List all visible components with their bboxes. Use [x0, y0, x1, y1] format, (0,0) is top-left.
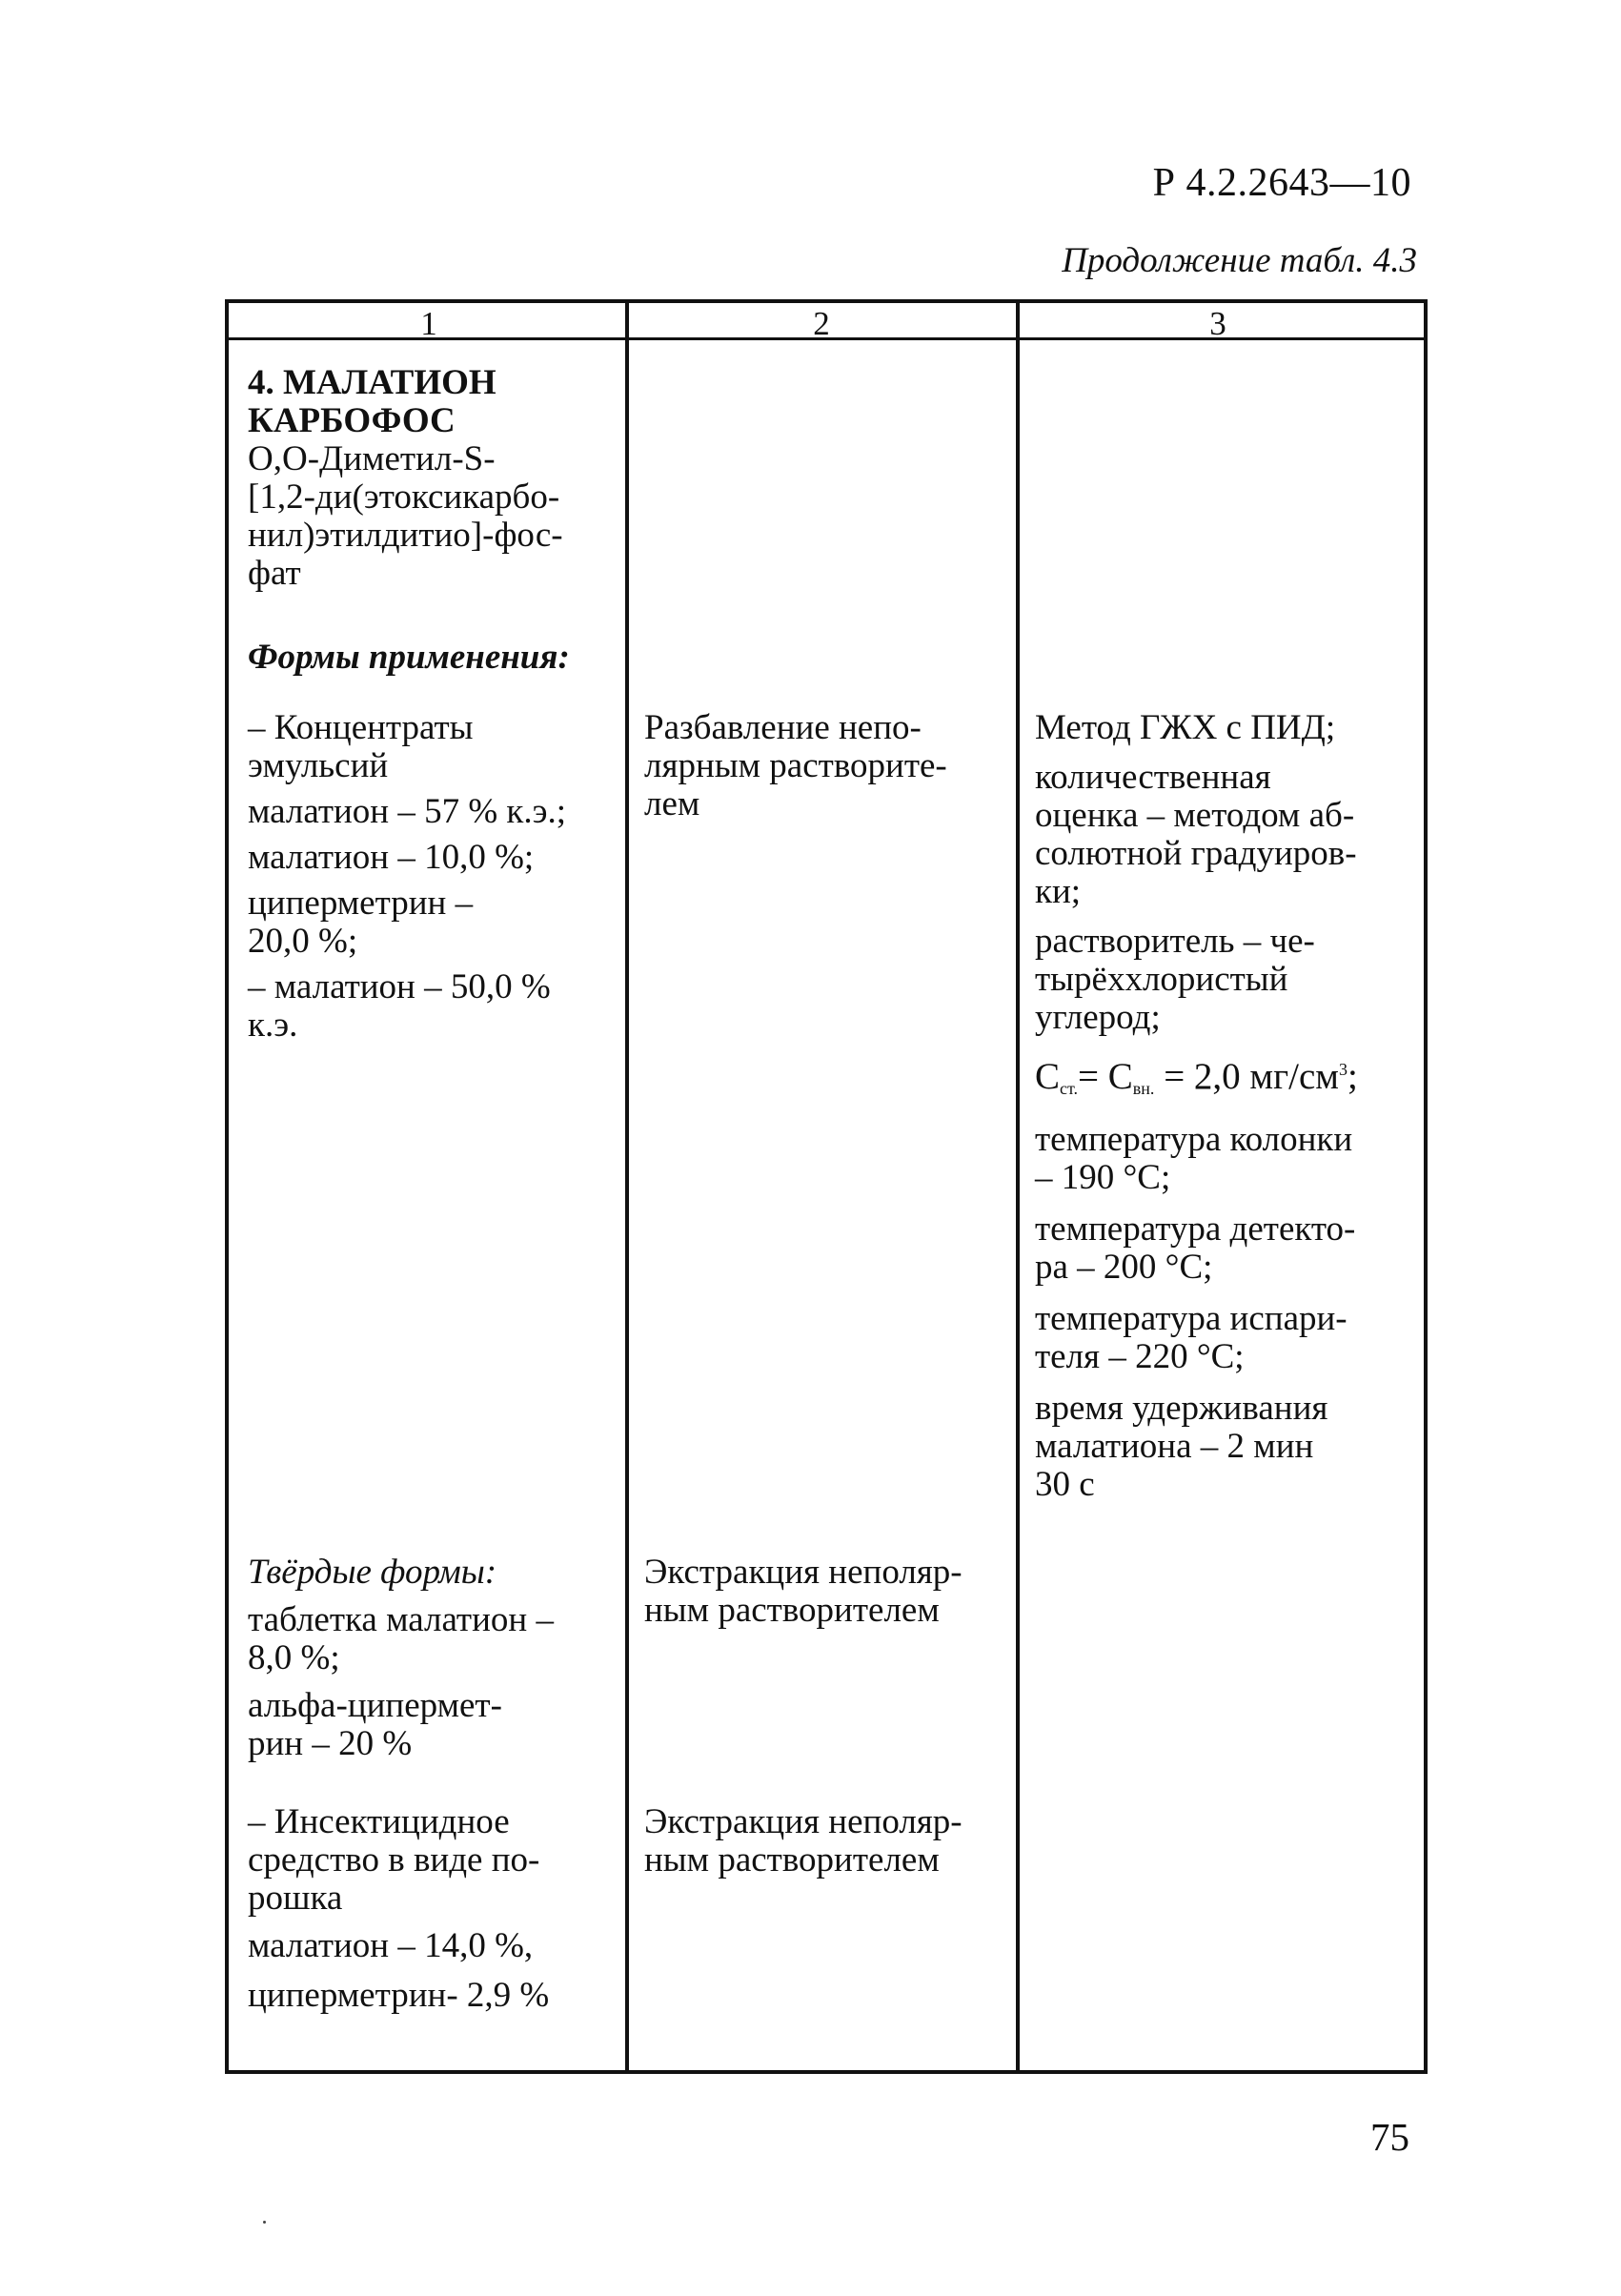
formula-value: = 2,0 мг/см [1154, 1056, 1339, 1097]
formula-end: ; [1347, 1056, 1358, 1097]
solvent-line: растворитель – че- [1035, 922, 1315, 961]
emulsion-item: малатион – 10,0 %; [248, 838, 535, 877]
chemical-name-line: [1,2-ди(этоксикарбо- [248, 477, 560, 517]
solid-item: рин – 20 % [248, 1724, 413, 1763]
substance-block [248, 364, 619, 593]
retention-line: 30 с [1035, 1465, 1095, 1504]
solid-item: альфа-ципермет- [248, 1686, 502, 1725]
column-header-2: 2 [813, 305, 830, 342]
column-divider-1 [625, 303, 629, 2070]
formula-sub-vn: вн. [1132, 1079, 1155, 1098]
detector-temp-line: температура детекто- [1035, 1209, 1356, 1249]
scan-speck [263, 2221, 266, 2224]
formula-sub-st: ст. [1060, 1079, 1079, 1098]
emulsion-heading-line: – Концентраты [248, 708, 474, 747]
emulsion-item: 20,0 %; [248, 922, 358, 961]
retention-line: малатиона – 2 мин [1035, 1427, 1314, 1466]
emulsion-item: малатион – 57 % к.э.; [248, 792, 567, 831]
evaporator-temp-line: теля – 220 °С; [1035, 1337, 1245, 1376]
prep-line: ным растворителем [644, 1591, 940, 1630]
method-conditions [1035, 709, 1416, 1504]
solid-item: таблетка малатион – [248, 1600, 554, 1639]
column-header-1: 1 [420, 305, 437, 342]
powder-item: циперметрин- 2,9 % [248, 1976, 550, 2015]
column-divider-2 [1016, 303, 1020, 2070]
forms-heading: Формы применения: [248, 638, 570, 677]
substance-trade-name: КАРБОФОС [248, 401, 456, 440]
quant-line: ки; [1035, 872, 1082, 911]
retention-line: время удерживания [1035, 1389, 1328, 1428]
emulsion-item: – малатион – 50,0 % [248, 967, 551, 1006]
substance-title: 4. МАЛАТИОН [248, 363, 496, 402]
solid-forms-heading: Твёрдые формы: [248, 1553, 497, 1592]
method-line: Метод ГЖХ с ПИД; [1035, 708, 1336, 747]
formula-eq: = C [1078, 1056, 1133, 1097]
prep-powder [644, 1803, 1006, 1879]
quant-line: солютной градуиров- [1035, 834, 1357, 873]
evaporator-temp-line: температура испари- [1035, 1299, 1347, 1338]
chemical-name-line: О,О-Диметил-S- [248, 439, 496, 478]
prep-line: лярным растворите- [644, 746, 947, 785]
powder-item: малатион – 14,0 %, [248, 1926, 534, 1965]
quant-line: количественная [1035, 758, 1271, 797]
powder-heading-line: рошка [248, 1879, 343, 1918]
page-number: 75 [1370, 2115, 1409, 2159]
concentration-formula [1035, 1050, 1416, 1107]
emulsion-item: циперметрин – [248, 884, 474, 923]
chemical-name-line: нил)этилдитио]-фос- [248, 516, 563, 555]
data-table [225, 299, 1428, 2074]
solid-item: 8,0 %; [248, 1638, 340, 1677]
prep-line: Экстракция неполяр- [644, 1802, 962, 1841]
table-continuation-caption: Продолжение табл. 4.3 [1062, 241, 1417, 280]
column-temp-line: – 190 °С; [1035, 1158, 1171, 1197]
emulsion-item: к.э. [248, 1006, 298, 1045]
emulsion-concentrates-block [248, 709, 619, 1045]
powder-block [248, 1803, 619, 2015]
solvent-line: углерод; [1035, 998, 1161, 1037]
solvent-line: тырёххлористый [1035, 960, 1288, 999]
column-temp-line: температура колонки [1035, 1120, 1353, 1159]
formula-c: C [1035, 1056, 1061, 1097]
quant-line: оценка – методом аб- [1035, 796, 1355, 835]
prep-line: Разбавление непо- [644, 708, 922, 747]
chemical-name-line: фат [248, 554, 301, 593]
detector-temp-line: ра – 200 °С; [1035, 1248, 1213, 1287]
powder-heading-line: средство в виде по- [248, 1840, 540, 1879]
column-header-3: 3 [1209, 305, 1226, 342]
document-code: Р 4.2.2643—10 [1152, 161, 1411, 205]
solid-forms-block [248, 1554, 619, 1763]
prep-emulsion [644, 709, 1006, 823]
prep-solid [644, 1554, 1006, 1630]
prep-line: ным растворителем [644, 1840, 940, 1879]
formula-sup: 3 [1338, 1060, 1347, 1079]
powder-heading-line: – Инсектицидное [248, 1802, 510, 1841]
emulsion-heading-line: эмульсий [248, 746, 389, 785]
prep-line: лем [644, 784, 700, 823]
prep-line: Экстракция неполяр- [644, 1553, 962, 1592]
